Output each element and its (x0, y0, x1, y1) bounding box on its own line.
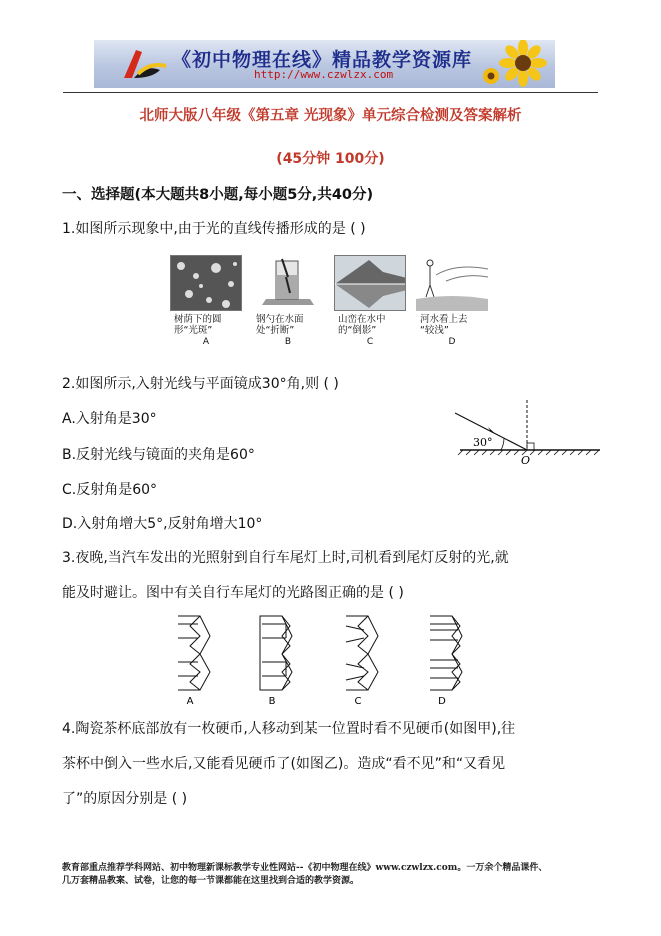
question-1-stem: 1.如图所示现象中,由于光的直线传播形成的是 ( ) (62, 221, 366, 237)
figure-letter: A (202, 337, 210, 347)
figure-caption: 树荫下的圆 形“光斑” (174, 314, 222, 336)
document-title: 北师大版八年级《第五章 光现象》单元综合检测及答案解析 (139, 108, 522, 124)
document-subtitle: (45分钟 100分) (276, 151, 385, 167)
question-2-option-b: B.反射光线与镜面的夹角是60° (62, 447, 255, 463)
point-label: O (521, 454, 531, 467)
figure-letter: D (448, 337, 456, 347)
question-3-line-2: 能及时避让。图中有关自行车尾灯的光路图正确的是 ( ) (62, 585, 404, 601)
question-4-line-3: 了”的原因分别是 ( ) (62, 791, 188, 807)
river-shallow-image (416, 255, 488, 311)
tree-shade-image (170, 255, 242, 311)
header-banner (94, 40, 555, 88)
figure-letter: B (284, 337, 292, 347)
page-footer (62, 862, 602, 888)
question-4-line-1: 4.陶瓷茶杯底部放有一枚硬币,人移动到某一位置时看不见硬币(如图甲),往 (62, 721, 516, 737)
figure-caption: 河水看上去 “较浅” (420, 314, 468, 336)
figure-letter: C (366, 337, 374, 347)
reflector-diagram (168, 612, 468, 707)
spoon-in-water-image (252, 255, 324, 311)
figure-option-d (416, 255, 488, 347)
sunflower-icon (481, 40, 551, 88)
question-2-stem: 2.如图所示,入射光线与平面镜成30°角,则 ( ) (62, 376, 339, 392)
angle-label: 30° (473, 436, 493, 449)
banner-title: 《初中物理在线》精品教学资源库 (172, 49, 473, 71)
question-1-figure (170, 255, 490, 360)
figure-caption: 山峦在水中 的“倒影” (338, 314, 386, 336)
reflector-letter-b: B (268, 696, 276, 707)
mountain-reflection-image (334, 255, 406, 311)
question-4-line-2: 茶杯中倒入一些水后,又能看见硬币了(如图乙)。造成“看不见”和“又看见 (62, 756, 506, 772)
mirror-diagram (455, 400, 605, 470)
footer-line-2: 几万套精品教案、试卷，让您的每一节课都能在这里找到合适的教学资源。 (62, 876, 360, 886)
question-3-line-1: 3.夜晚,当汽车发出的光照射到自行车尾灯上时,司机看到尾灯反射的光,就 (62, 550, 509, 566)
figure-option-b (252, 255, 324, 347)
reflector-letter-a: A (186, 696, 194, 707)
figure-option-a (170, 255, 242, 347)
section-heading: 一、选择题(本大题共8小题,每小题5分,共40分) (62, 187, 374, 203)
banner-url: http://www.czwlzx.com (254, 68, 394, 81)
question-2-option-a: A.入射角是30° (62, 411, 157, 427)
footer-line-1: 教育部重点推荐学科网站、初中物理新课标教学专业性网站--《初中物理在线》www.czwlzx.com。一万余个精品课件、 (62, 863, 548, 873)
question-2-option-c: C.反射角是60° (62, 482, 158, 498)
reflector-letter-d: D (438, 696, 446, 707)
site-logo-icon (116, 44, 172, 84)
reflector-letter-c: C (354, 696, 362, 707)
question-2-option-d: D.入射角增大5°,反射角增大10° (62, 516, 263, 532)
header-rule (63, 92, 598, 93)
figure-caption: 钢勺在水面 处“折断” (256, 314, 304, 336)
figure-option-c (334, 255, 406, 347)
